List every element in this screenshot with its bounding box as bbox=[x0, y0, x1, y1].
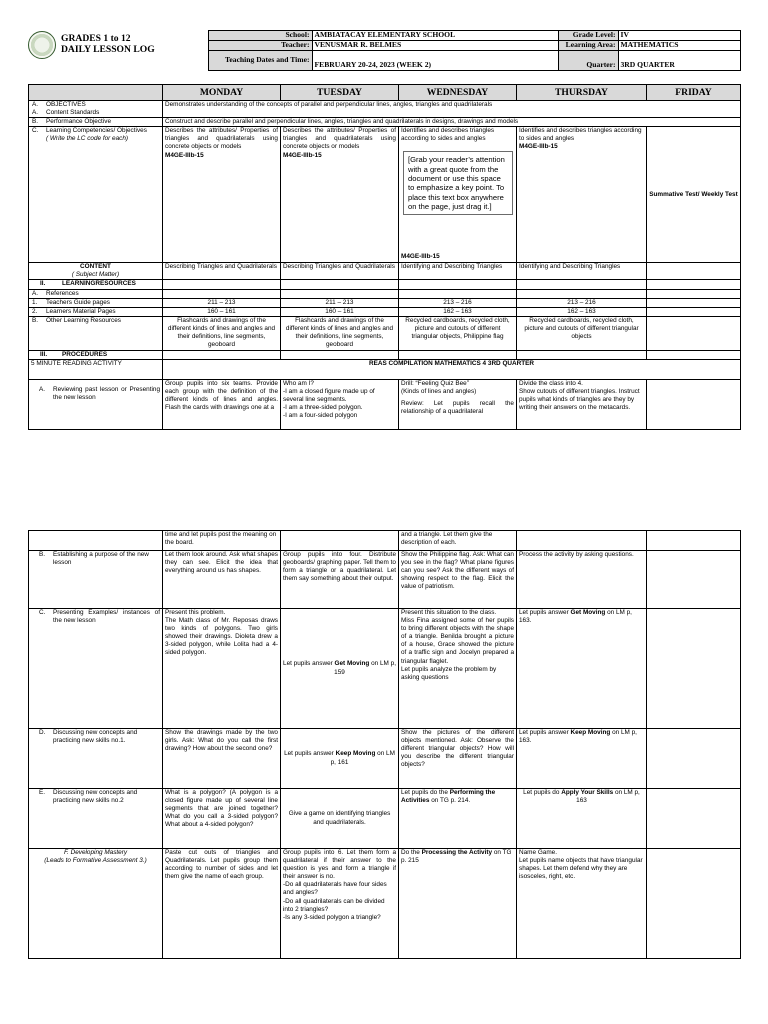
title-grades: GRADES 1 to 12 bbox=[61, 32, 131, 44]
discussing-2-monday: What is a polygon? (A polygon is a closed figure made up of several line segments that are joined together? What do you call a 3-sided polygon? What about a 4-sided polygon? bbox=[163, 789, 281, 849]
discussing-1-wednesday: Show the pictures of the different objects mentioned. Ask: Observe the different triangular objects? How will you describe the different triangular objects? bbox=[399, 729, 517, 789]
reviewing-label: A. Reviewing past lesson or Presenting the new lesson bbox=[29, 379, 163, 429]
reviewing-tuesday: Who am I? -I am a closed figure made up of several line segments. -I am a three-sided polygon. -I am a four-sided polygon bbox=[281, 379, 399, 429]
empty-cell bbox=[399, 289, 517, 298]
empty-cell bbox=[517, 280, 647, 289]
continued-monday: time and let pupils post the meaning on the board. bbox=[163, 531, 281, 551]
lm-pages-monday: 160 – 161 bbox=[163, 307, 281, 316]
reviewing-monday: Group pupils into six teams. Provide each group with the definition of the different kinds of lines and angles. Flash the cards with drawings one at a bbox=[163, 379, 281, 429]
empty-cell bbox=[163, 289, 281, 298]
purpose-monday: Let them look around. Ask what shapes they can see. Elicit the idea that everything around us has shapes. bbox=[163, 551, 281, 609]
content-standards-text: Demonstrates understanding of the concepts of parallel and perpendicular lines, angles, triangles and quadrilaterals bbox=[163, 101, 741, 118]
other-resources-monday: Flashcards and drawings of the different kinds of lines and angles and their definitions, line segments, geoboard bbox=[163, 316, 281, 350]
discussing-2-label: E. Discussing new concepts and practicing new skills no.2 bbox=[29, 789, 163, 849]
discussing-2-thursday: Let pupils do Apply Your Skills on LM p, 163 bbox=[517, 789, 647, 849]
empty-cell bbox=[647, 729, 741, 789]
empty-cell bbox=[517, 531, 647, 551]
deped-seal-icon bbox=[28, 31, 56, 59]
content-thursday: Identifying and Describing Triangles bbox=[517, 263, 647, 280]
objectives-label: A. OBJECTIVES A. Content Standards bbox=[29, 101, 163, 118]
examples-tuesday: Let pupils answer Get Moving on LM p, 159 bbox=[281, 609, 399, 729]
day-header-wednesday: WEDNESDAY bbox=[399, 85, 517, 101]
empty-cell bbox=[281, 350, 399, 359]
empty-cell bbox=[647, 609, 741, 729]
performance-objective-label: B. Performance Objective bbox=[29, 118, 163, 127]
discussing-1-tuesday: Let pupils answer Keep Moving on LM p, 161 bbox=[281, 729, 399, 789]
developing-mastery-label: F. Developing Mastery (Leads to Formative Assessment 3.) bbox=[29, 849, 163, 959]
empty-cell bbox=[647, 789, 741, 849]
empty-cell bbox=[281, 289, 399, 298]
content-label: CONTENT ( Subject Matter) bbox=[29, 263, 163, 280]
competency-wednesday: Identifies and describes triangles according to sides and angles [Grab your reader’s attention with a great quote from the document or use this space to emphasize a key point. To place this text box anywhere on the page, just drag it.] M4GE-IIIb-15 bbox=[399, 127, 517, 263]
lm-pages-tuesday: 160 – 161 bbox=[281, 307, 399, 316]
procedures-label: III. PROCEDURES bbox=[29, 350, 163, 359]
teacher-value: VENUSMAR R. BELMES bbox=[312, 41, 558, 51]
continued-wednesday: and a triangle. Let them give the description of each. bbox=[399, 531, 517, 551]
empty-cell bbox=[647, 280, 741, 289]
title-dll: DAILY LESSON LOG bbox=[61, 43, 155, 55]
teaching-dates-label: Teaching Dates and Time: bbox=[208, 51, 312, 71]
tg-pages-monday: 211 – 213 bbox=[163, 298, 281, 307]
tg-pages-thursday: 213 – 216 bbox=[517, 298, 647, 307]
competency-tuesday: Describes the attributes/ Properties of triangles and quadrilaterals using concrete objects or models M4GE-IIIb-15 bbox=[281, 127, 399, 263]
competency-monday: Describes the attributes/ Properties of triangles and quadrilaterals using concrete objects or models M4GE-IIIb-15 bbox=[163, 127, 281, 263]
discussing-1-label: D. Discussing new concepts and practicing new skills no.1. bbox=[29, 729, 163, 789]
day-header-thursday: THURSDAY bbox=[517, 85, 647, 101]
examples-monday: Present this problem. The Math class of Mr. Reposas draws two kinds of polygons. Two girls showed their drawings. Dioleta drew a 3-sided polygon, while Lolita had a 4-sided polygon. bbox=[163, 609, 281, 729]
reading-activity-label: 5 MINUTE READING ACTIVITY bbox=[29, 359, 163, 379]
day-header-monday: MONDAY bbox=[163, 85, 281, 101]
lesson-table-continued bbox=[28, 530, 741, 959]
lm-pages-thursday: 162 – 163 bbox=[517, 307, 647, 316]
reviewing-thursday: Divide the class into 4. Show cutouts of different triangles. Instruct pupils what kinds of triangles are they by writing their answers on the metacards. bbox=[517, 379, 647, 429]
learning-competencies-label: C. Learning Competencies/ Objectives ( Write the LC code for each) bbox=[29, 127, 163, 263]
empty-cell bbox=[29, 531, 163, 551]
grade-level-label: Grade Level: bbox=[558, 31, 618, 41]
empty-cell bbox=[517, 289, 647, 298]
school-label: School: bbox=[208, 31, 312, 41]
performance-objective-text: Construct and describe parallel and perpendicular lines, angles, triangles and quadrilaterals in designs, drawings and models bbox=[163, 118, 741, 127]
purpose-thursday: Process the activity by asking questions. bbox=[517, 551, 647, 609]
teacher-label: Teacher: bbox=[208, 41, 312, 51]
empty-cell bbox=[163, 280, 281, 289]
day-header-tuesday: TUESDAY bbox=[281, 85, 399, 101]
lesson-table bbox=[28, 84, 741, 430]
quarter-label: Quarter: bbox=[558, 51, 618, 71]
content-tuesday: Describing Triangles and Quadrilaterals bbox=[281, 263, 399, 280]
establishing-purpose-label: B. Establishing a purpose of the new lesson bbox=[29, 551, 163, 609]
mastery-thursday: Name Game. Let pupils name objects that have triangular shapes. Let them defend why they are isosceles, right, etc. bbox=[517, 849, 647, 959]
reading-activity-text: REAS COMPILATION MATHEMATICS 4 3RD QUARTER bbox=[163, 359, 741, 379]
presenting-examples-label: C. Presenting Examples/ instances of the new lesson bbox=[29, 609, 163, 729]
references-label: A. References bbox=[29, 289, 163, 298]
other-resources-label: B. Other Learning Resources bbox=[29, 316, 163, 350]
empty-cell bbox=[647, 316, 741, 350]
discussing-1-monday: Show the drawings made by the two girls. Ask: What do you call the first drawing? How about the second one? bbox=[163, 729, 281, 789]
empty-cell bbox=[647, 379, 741, 429]
content-wednesday: Identifying and Describing Triangles bbox=[399, 263, 517, 280]
school-value: AMBIATACAY ELEMENTARY SCHOOL bbox=[312, 31, 558, 41]
content-friday bbox=[647, 263, 741, 280]
content-monday: Describing Triangles and Quadrilaterals bbox=[163, 263, 281, 280]
quote-text-box[interactable]: [Grab your reader’s attention with a great quote from the document or use this space to emphasize a key point. To place this text box anywhere on the page, just drag it.] bbox=[403, 151, 513, 215]
corner-cell bbox=[29, 85, 163, 101]
dll-header bbox=[28, 30, 740, 71]
other-resources-wednesday: Recycled cardboards, recycled cloth, picture and cutouts of different triangular objects, Philippine flag bbox=[399, 316, 517, 350]
quarter-value: 3RD QUARTER bbox=[618, 51, 740, 71]
empty-cell bbox=[281, 280, 399, 289]
learning-resources-label: II. LEARNINGRESOURCES bbox=[29, 280, 163, 289]
header-logo-cell bbox=[28, 31, 208, 71]
empty-cell bbox=[517, 350, 647, 359]
lm-pages-wednesday: 162 – 163 bbox=[399, 307, 517, 316]
day-header-friday: FRIDAY bbox=[647, 85, 741, 101]
reviewing-wednesday: Drill: “Feeling Quiz Bee” (Kinds of lines and angles) Review: Let pupils recall the relationship of a quadrilateral bbox=[399, 379, 517, 429]
empty-cell bbox=[399, 280, 517, 289]
empty-cell bbox=[647, 551, 741, 609]
discussing-1-thursday: Let pupils answer Keep Moving on LM p, 163. bbox=[517, 729, 647, 789]
mastery-tuesday: Group pupils into 6. Let them form a quadrilateral if their answer to the question is yes and form a triangle if their answer is no. -Do all quadrilaterals have four sides and angles? -Do all quadrilaterals can be divided into 2 triangles? -Is any 3-sided polygon a triangle? bbox=[281, 849, 399, 959]
examples-thursday: Let pupils answer Get Moving on LM p, 163. bbox=[517, 609, 647, 729]
discussing-2-tuesday: Give a game on identifying triangles and quadrilaterals. bbox=[281, 789, 399, 849]
examples-wednesday: Present this situation to the class. Miss Fina assigned some of her pupils to bring different objects with the shape of a triangle. Benilda brought a picture of a house, Grace showed the picture of a traffic sign and Jocelyn prepared a triangular flaglet. Let pupils analyze the problem by asking questions bbox=[399, 609, 517, 729]
grade-level-value: IV bbox=[618, 31, 740, 41]
empty-cell bbox=[647, 307, 741, 316]
empty-cell bbox=[647, 289, 741, 298]
learning-area-label: Learning Area: bbox=[558, 41, 618, 51]
tg-pages-wednesday: 213 – 216 bbox=[399, 298, 517, 307]
header-table bbox=[28, 30, 741, 71]
purpose-wednesday: Show the Philippine flag. Ask: What can you see in the flag? What plane figures can you see? Ask the different ways of showing respect to the flag. Elicit the value of patriotism. bbox=[399, 551, 517, 609]
other-resources-thursday: Recycled cardboards, recycled cloth, picture and cutouts of different triangular objects bbox=[517, 316, 647, 350]
mastery-wednesday: Do the Processing the Activity on TG p. 215 bbox=[399, 849, 517, 959]
friday-summative-test: Summative Test/ Weekly Test bbox=[647, 127, 741, 263]
empty-cell bbox=[281, 531, 399, 551]
dll-table-page1 bbox=[28, 84, 740, 430]
learners-material-label: 2. Learners Material Pages bbox=[29, 307, 163, 316]
discussing-2-wednesday: Let pupils do the Performing the Activities on TG p. 214. bbox=[399, 789, 517, 849]
empty-cell bbox=[647, 849, 741, 959]
empty-cell bbox=[163, 350, 281, 359]
empty-cell bbox=[647, 298, 741, 307]
other-resources-tuesday: Flashcards and drawings of the different kinds of lines and angles and their definitions, line segments, geoboard bbox=[281, 316, 399, 350]
competency-thursday: Identifies and describes triangles according to sides and angles M4GE-IIIb-15 bbox=[517, 127, 647, 263]
purpose-tuesday: Group pupils into four. Distribute geoboards/ graphing paper. Tell them to form a triangle or a quadrilateral. Let them say something about their output. bbox=[281, 551, 399, 609]
learning-area-value: MATHEMATICS bbox=[618, 41, 740, 51]
tg-pages-tuesday: 211 – 213 bbox=[281, 298, 399, 307]
teachers-guide-label: 1. Teachers Guide pages bbox=[29, 298, 163, 307]
dll-table-page2 bbox=[28, 530, 740, 959]
teaching-dates-value: FEBRUARY 20-24, 2023 (WEEK 2) bbox=[312, 51, 558, 71]
empty-cell bbox=[399, 350, 517, 359]
empty-cell bbox=[647, 531, 741, 551]
empty-cell bbox=[647, 350, 741, 359]
mastery-monday: Paste cut outs of triangles and Quadrilaterals. Let pupils group them according to number of sides and let them give the name of each group. bbox=[163, 849, 281, 959]
